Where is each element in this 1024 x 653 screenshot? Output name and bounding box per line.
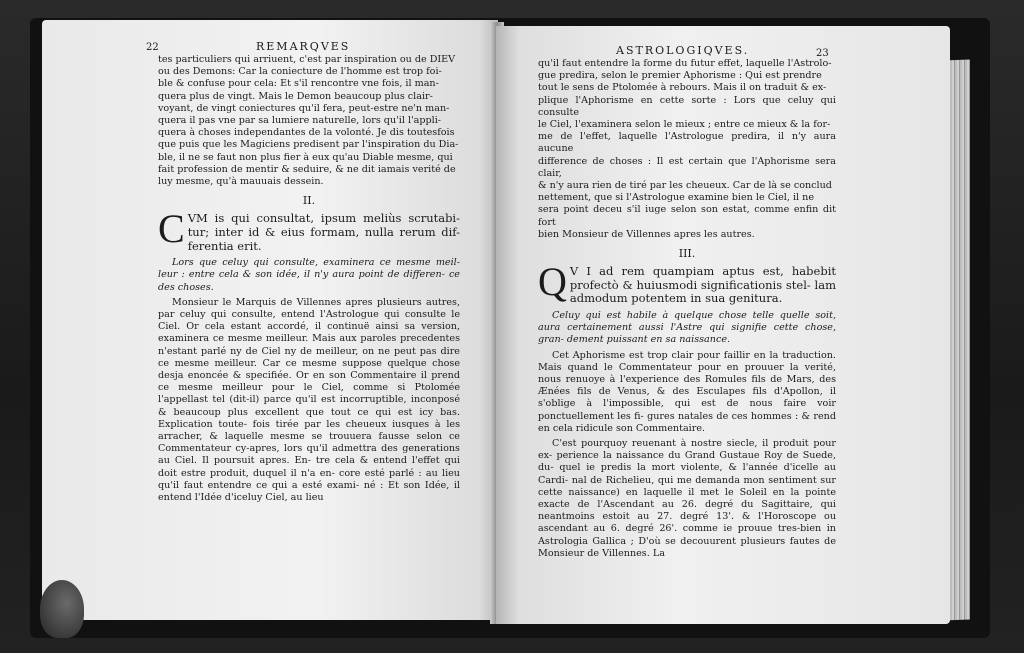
- commentary-paragraph: C'est pourquoy reuenant à nostre siecle, il produit pour ex- perience la naissance du Grand Gustaue Roy de Suede, du- quel ie predis la mort violente, & l'année d'icelle au Cardi- nal de Richelieu, qui me demanda mon sentiment sur cette naissance) en laquelle il met le Soleil en la pointe exacte de l'Ascendant au 26. degré du Sagittaire, qui neantmoins estoit au 27. degré 13'. & l'Horoscope ou ascendant au 6. degré 26'. comme ie prouue tres-bien in Astrologia Gallica ; D'où se decouurent plusieurs fautes de Monsieur de Villennes. La: [538, 438, 836, 559]
- text-line: qu'il faut entendre la forme du futur effet, laquelle l'Astrolo-: [538, 58, 832, 69]
- latin-aphorism-text: V I ad rem quampiam aptus est, habebit profectò & huiusmodi significationis stel- lam admodum potentem in sua genitura.: [569, 264, 836, 306]
- text-line: quera plus de vingt. Mais le Demon beaucoup plus clair-: [158, 90, 433, 102]
- text-line: sera point deceu s'il iuge selon son estat, comme enfin dit fort: [538, 204, 836, 228]
- section-number: II.: [302, 194, 316, 208]
- drop-cap: Q: [538, 259, 567, 305]
- thumb-holding-book: [40, 580, 84, 638]
- text-line: bien Monsieur de Villennes apres les autres.: [538, 228, 755, 240]
- text-line: nettement, que si l'Astrologue examine bien le Ciel, il ne: [538, 192, 814, 204]
- right-page-number: 23: [816, 48, 829, 59]
- text-line: que puis que les Magiciens predisent par l'inspiration du Dia-: [158, 139, 459, 151]
- text-line: quera à choses independantes de la volonté. Je dis toutesfois: [158, 127, 455, 139]
- left-page-number: 22: [146, 42, 159, 53]
- commentary-paragraph: Cet Aphorisme est trop clair pour faillir en la traduction. Mais quand le Commentateur pour en prouuer la verité, nous renuoye à l'experience des Romules fils de Mars, des Ænées fils de Venus, & des Esculapes fils d'Apollon, il s'oblige à l'impossible, qui est de nous faire voir ponctuellement les fi- gures natales de ces hommes : & rend en cela ridicule son Commentaire.: [538, 349, 836, 434]
- section-number: III.: [678, 247, 696, 261]
- text-line: tes particuliers qui arriuent, c'est par inspiration ou de DIEV: [158, 54, 456, 65]
- text-line: ble, il ne se faut non plus fier à eux qu'au Diable mesme, qui: [158, 151, 453, 163]
- text-line: difference de choses : Il est certain que l'Aphorisme sera clair,: [538, 155, 836, 179]
- latin-aphorism-text: VM is qui consultat, ipsum meliùs scrutabi- tur; inter id & eius formam, nulla rerum dif- ferentia erit.: [187, 211, 460, 253]
- latin-aphorism: [158, 206, 460, 253]
- commentary-paragraph: Monsieur le Marquis de Villennes apres plusieurs autres, par celuy qui consulte, entend l'Astrologue qui consulte le Ciel. Or cela estant accordé, il continuë ainsi sa version, examinera ce mesme meilleur. Mais aux paroles precedentes n'estant parlé ny de Ciel ny de meilleur, on ne peut pas dire ce mesme meilleur. Car ce mesme suppose quelque chose desja enoncée & specifiée. Or en son Commentaire il prend ce mesme meilleur pour le Ciel, comme si Ptolomée l'appellast tel (dit-il) parce qu'il est incorruptible, inconposé & beaucoup plus excellent que tout ce qui est icy bas. Explication toute- fois tirée par les cheueux iusques à les arracher, & laquelle mesme se trouuera fausse selon ce Commentateur cy-apres, lors qu'il admettra des generations au Ciel. Il poursuit apres. En- tre cela & entend l'effet qui doit estre produit, duquel il n'a en- core esté parlé : au lieu qu'il faut entendre ce qui a esté exami- né : Et son Idée, il entend l'Idée d'iceluy Ciel, au lieu: [158, 296, 460, 504]
- text-line: gue predira, selon le premier Aphorisme : Qui est prendre: [538, 70, 822, 82]
- text-line: tout le sens de Ptolomée à rebours. Mais il on traduit & ex-: [538, 82, 827, 94]
- left-page-body: [158, 54, 460, 504]
- text-line: me de l'effet, laquelle l'Astrologue predira, il n'y aura aucune: [538, 131, 836, 155]
- text-line: ou des Demons: Car la coniecture de l'homme est trop foi-: [158, 66, 442, 78]
- right-page: [496, 26, 950, 624]
- left-page-header: REMARQVES: [256, 40, 351, 53]
- text-line: quera il pas vne par sa lumiere naturelle, lors qu'il l'appli-: [158, 115, 442, 127]
- text-line: plique l'Aphorisme en cette sorte : Lors que celuy qui consulte: [538, 94, 836, 118]
- french-translation: Lors que celuy qui consulte, examinera ce mesme meil- leur : entre cela & son idée, il n'y aura point de differen- ce des choses.: [158, 257, 460, 293]
- text-line: le Ciel, l'examinera selon le mieux ; entre ce mieux & la for-: [538, 119, 831, 131]
- french-translation: Celuy qui est habile à quelque chose telle quelle soit, aura certainement aussi l'Astre qui signifie cette chose, gran- dement puissant en sa naissance.: [538, 310, 836, 346]
- latin-aphorism: [538, 259, 836, 306]
- left-page: [42, 20, 498, 620]
- text-line: fait profession de mentir & seduire, & ne dit iamais verité de: [158, 163, 456, 175]
- text-line: voyant, de vingt coniectures qu'il fera, peut-estre ne'n man-: [158, 102, 450, 114]
- right-page-header: ASTROLOGIQVES.: [616, 44, 750, 57]
- text-line: ble & confuse pour cela: Et s'il rencontre vne fois, il man-: [158, 78, 439, 90]
- text-line: & n'y aura rien de tiré par les cheueux. Car de là se conclud: [538, 180, 832, 192]
- drop-cap: C: [158, 206, 185, 252]
- right-page-body: [538, 58, 836, 560]
- text-line: luy mesme, qu'à mauuais dessein.: [158, 176, 324, 188]
